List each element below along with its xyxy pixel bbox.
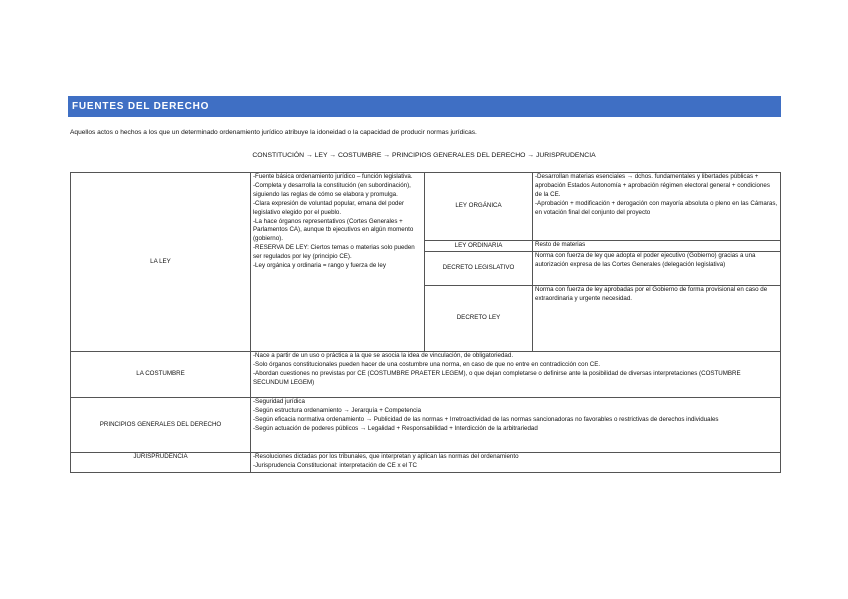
jurisprudencia-line: -Resoluciones dictadas por los tribunales, que interpretan y aplican las normas del ordenamiento [253,453,519,460]
costumbre-line: -Nace a partir de un uso o práctica a la que se asocia la idea de vinculación, de obligatoriedad. [253,352,514,359]
principios-line: -Seguridad jurídica [253,398,305,405]
ley-line: -Fuente básica ordenamiento jurídico – función legislativa. [253,173,413,180]
ley-line: -La hace órganos representativos (Cortes Generales + Parlamentos CA), aunque tb ejecutivos en algún momento (gobierno). [253,217,414,243]
section-header [68,96,781,117]
hierarchy-sequence: CONSTITUCIÓN → LEY → COSTUMBRE → PRINCIPIOS GENERALES DEL DERECHO → JURISPRUDENCIA [252,152,596,159]
decreto-legislativo-label: DECRETO LEGISLATIVO [425,252,533,286]
ley-line: -RESERVA DE LEY: Ciertos temas o materias solo pueden ser regulados por ley (principio CE). [253,244,415,261]
ley-ordinaria-label: LEY ORDINARIA [425,241,533,252]
ley-organica-text [533,173,781,241]
decreto-ley-line: Norma con fuerza de ley aprobadas por el Gobierno de forma provisional en caso de extraordinaria y urgente necesidad. [535,286,768,302]
ley-organica-line: -Aprobación + modificación + derogación con mayoría absoluta o pleno en las Cámaras, en votación final del conjunto del proyecto [535,199,778,216]
decreto-legislativo-line: Norma con fuerza de ley que adopta el poder ejecutivo (Gobierno) gracias a una autorización expresa de las Cortes Generales (delegación legislativa) [535,252,756,268]
ley-line: -Clara expresión de voluntad popular, emana del poder legislativo elegido por el pueblo. [253,199,405,216]
ley-line: -Ley orgánica y ordinaria = rango y fuerza de ley [253,262,386,270]
ley-description [251,173,425,352]
principios-line: -Según actuación de poderes públicos → Legalidad + Responsabilidad + Interdicción de la arbitrariedad [253,424,538,432]
principios-label: PRINCIPIOS GENERALES DEL DERECHO [71,398,251,453]
decreto-legislativo-text [533,252,781,286]
ley-organica-label: LEY ORGÁNICA [425,173,533,241]
decreto-ley-text [533,286,781,352]
jurisprudencia-line: -Jurisprudencia Constitucional: interpretación de CE x el TC [253,461,417,469]
intro-text: Aquellos actos o hechos a los que un determinado ordenamiento jurídico atribuye la idoneidad o la capacidad de producir normas jurídicas. [70,129,477,136]
table-row [71,352,781,398]
decreto-ley-label: DECRETO LEY [425,286,533,352]
costumbre-line: -Solo órganos constitucionales pueden hacer de una costumbre una norma, en caso de que no entre en contradicción con CE. [253,360,601,368]
ley-organica-line: -Desarrollan materias esenciales → dchos. fundamentales y libertades públicas + aprobación Estados Autonomía + aprobación régimen electoral general + condiciones de la CE. [535,173,770,198]
costumbre-text [251,352,781,398]
table-row [71,453,781,473]
ley-ordinaria-line: Resto de materias [535,241,586,248]
sources-table [70,172,781,473]
ley-line: -Completa y desarrolla la constitución (en subordinación), siguiendo las reglas de cómo se elabora y promulga. [253,181,411,198]
ley-ordinaria-text [533,241,781,252]
table-row [71,398,781,453]
table-row [71,173,781,241]
jurisprudencia-text [251,453,781,473]
principios-line: -Según estructura ordenamiento → Jerarquía + Competencia [253,406,422,414]
jurisprudencia-label: JURISPRUDENCIA [71,453,251,473]
ley-label: LA LEY [71,173,251,352]
costumbre-line: -Abordan cuestiones no previstas por CE (COSTUMBRE PRAETER LEGEM), o que dejan completarse o definirse ante la posibilidad de diversas interpretaciones (COSTUMBRE SECUNDUM LEGEM) [253,369,741,386]
principios-line: -Según eficacia normativa ordenamiento → Publicidad de las normas + Irretroactividad de las normas sancionadoras no favorables o restrictivas de derechos individuales [253,415,719,423]
principios-text [251,398,781,453]
costumbre-label: LA COSTUMBRE [71,352,251,398]
section-title: FUENTES DEL DERECHO [72,101,210,112]
